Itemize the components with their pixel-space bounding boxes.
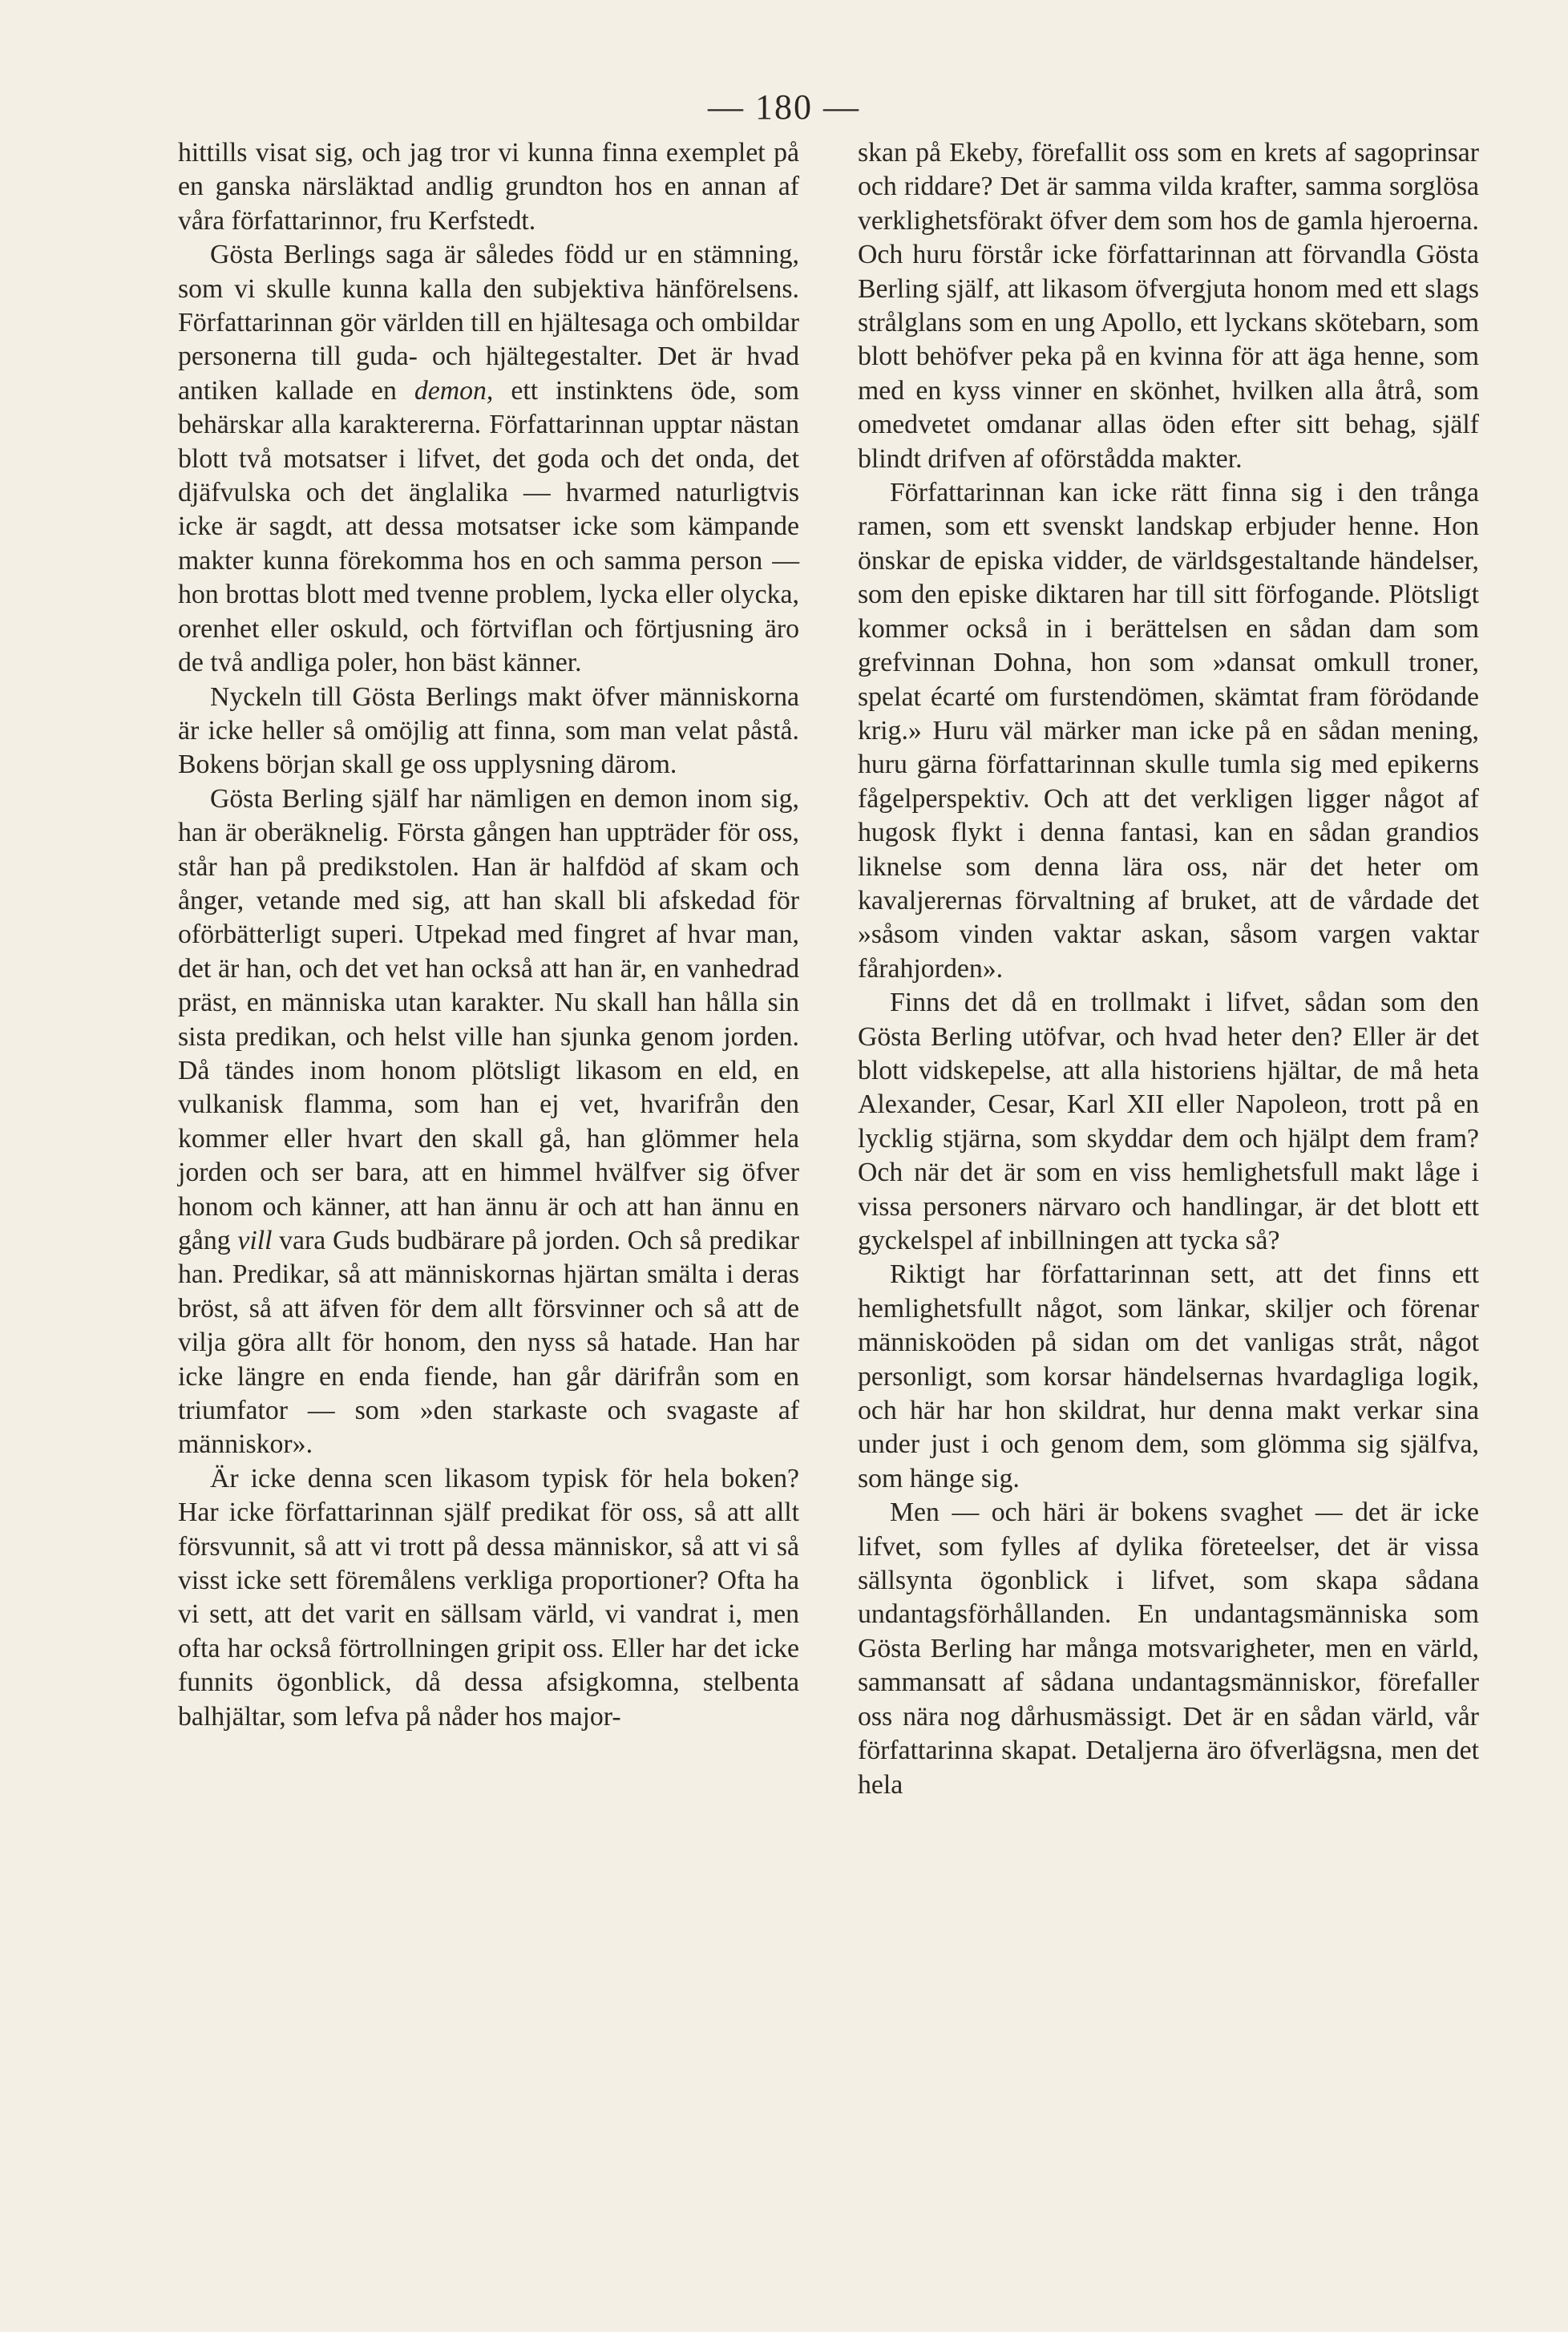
paragraph-text: Gösta Berling själf har nämligen en demon inom sig, han är oberäknelig. Första gången han uppträder för oss, står han på predikstolen. Han är halfdöd af skam och ånger, vetande med sig, att han skall bli afskedad för oförbätterligt superi. Utpekad med fingret af hvar man, det är han, och det vet han också att han är, en vanhedrad präst, en människa utan karakter. Nu skall han hålla sin sista predikan, och helst ville han sjunka genom jorden. Då tändes inom honom plötsligt likasom en eld, en vulkanisk flamma, som han ej vet, hvarifrån den kommer eller hvart den skall gå, han glömmer hela jorden och ser bara, att en himmel hvälfver sig öfver honom och känner, att han ännu är och att han ännu en gång	[178, 783, 799, 1255]
paragraph	[178, 782, 799, 1462]
emphasized-word: demon,	[414, 375, 494, 406]
paragraph	[178, 238, 799, 680]
paragraph: Är icke denna scen likasom typisk för hela boken? Har icke författarinnan själf predikat för oss, så att allt försvunnit, så att vi trott på dessa människor, så att vi så visst icke sett föremålens verkliga proportioner? Ofta ha vi sett, att det varit en sällsam värld, vi vandrat i, men ofta har också förtrollningen gripit oss. Eller har det icke funnits ögonblick, då dessa afsigkomna, stelbenta balhjältar, som lefva på nåder hos major-	[178, 1463, 799, 1732]
paragraph: Men — och häri är bokens svaghet — det är icke lifvet, som fylles af dylika företeelser, det är vissa sällsynta ögonblick i lifvet, som skapa sådana undantagsförhållanden. En undantagsmänniska som Gösta Berling har många motsvarigheter, men en värld, sammansatt af sådana undantagsmänniskor, förefaller oss nära nog dårhusmässigt. Det är en sådan värld, vår författarinna skapat. Detaljerna äro öfverlägsna, men det hela	[858, 1497, 1479, 1800]
paragraph: Riktigt har författarinnan sett, att det finns ett hemlighetsfullt något, som länkar, skiljer och förenar människoöden på sidan om det vanligas stråt, något personligt, som korsar händelsernas hvardagliga logik, och här har hon skildrat, hur denna makt verkar sina under just i och genom dem, som glömma sig själfva, som hänge sig.	[858, 1259, 1479, 1493]
paragraph-text: vara Guds budbärare på jorden. Och så predikar han. Predikar, så att människornas hjärtan smälta i deras bröst, så att äfven för dem allt försvinner och så att de vilja göra allt för honom, den nyss så hatade. Han har icke längre en enda fiende, han går därifrån som en triumfator — som »den starkaste och svagaste af människor».	[178, 1226, 799, 1460]
left-column	[178, 136, 799, 1734]
paragraph-text: Gösta Berlings saga är således född ur en stämning, som vi skulle kunna kalla den subjektiva hänförelsens. Författarinnan gör världen till en hjältesaga och ombildar personerna till guda- och hjältegestalter. Det är hvad antiken kallade en	[178, 240, 799, 406]
paragraph-text: ett instinktens öde, som behärskar alla karaktererna. Författarinnan upptar nästan blott två motsatser i lifvet, det goda och det onda, det djäfvulska och det änglalika — hvarmed naturligtvis icke är sagdt, att dessa motsatser icke som kämpande makter kunna förekomma hos en och samma person — hon brottas blott med tvenne problem, lycka eller olycka, orenhet eller oskuld, och förtviflan och förtjusning äro de två andliga poler, hon bäst känner.	[178, 375, 799, 678]
paragraph: hittills visat sig, och jag tror vi kunna finna exemplet på en ganska närsläktad andlig grundton hos en annan af våra författarinnor, fru Kerfstedt.	[178, 138, 799, 236]
paragraph: skan på Ekeby, förefallit oss som en krets af sagoprinsar och riddare? Det är samma vilda krafter, samma sorglösa verklighetsförakt öfver dem som hos de gamla hjeroerna. Och huru förstår icke författarinnan att förvandla Gösta Berling själf, att likasom öfvergjuta honom med ett slags strålglans som en ung Apollo, ett lyckans skötebarn, som blott behöfver peka på en kvinna för att äga henne, som med en kyss vinner en skönhet, hvilken alla åtrå, som omedvetet omdanar allas öden efter sitt behag, själf blindt drifven af oförstådda makter.	[858, 138, 1479, 474]
emphasized-word: vill	[237, 1226, 273, 1255]
page-number: — 180 —	[708, 87, 860, 127]
right-column	[858, 136, 1479, 1802]
paragraph: Nyckeln till Gösta Berlings makt öfver människorna är icke heller så omöjlig att finna, som man velat påstå. Bokens början skall ge oss upplysning därom.	[178, 681, 799, 780]
paragraph: Författarinnan kan icke rätt finna sig i den trånga ramen, som ett svenskt landskap erbjuder henne. Hon önskar de episka vidder, de världsgestaltande händelser, som den episke diktaren har till sitt förfogande. Plötsligt kommer också in i berättelsen en sådan dam som grefvinnan Dohna, hon som »dansat omkull troner, spelat écarté om furstendömen, skämtat fram förödande krig.» Huru väl märker man icke på en sådan mening, huru gärna författarinnan skulle tumla sig med epikerns fågelperspektiv. Och att det verkligen ligger något af hugosk flykt i denna fantasi, kan en sådan grandios liknelse som denna lära oss, när det heter om kavaljerernas förvaltning af bruket, att de vårdade det »såsom vinden vaktar askan, såsom vargen vaktar fårahjorden».	[858, 478, 1479, 984]
paragraph: Finns det då en trollmakt i lifvet, sådan som den Gösta Berling utöfvar, och hvad heter den? Eller är det blott vidskepelse, att alla historiens hjältar, de må heta Alexander, Cesar, Karl XII eller Napoleon, trott på en lycklig stjärna, som skyddar dem och hjälpt dem fram? Och när det är som en viss hemlighetsfull makt låge i vissa personers närvaro och handlingar, är det blott ett gyckelspel af inbillningen att tycka så?	[858, 988, 1479, 1255]
